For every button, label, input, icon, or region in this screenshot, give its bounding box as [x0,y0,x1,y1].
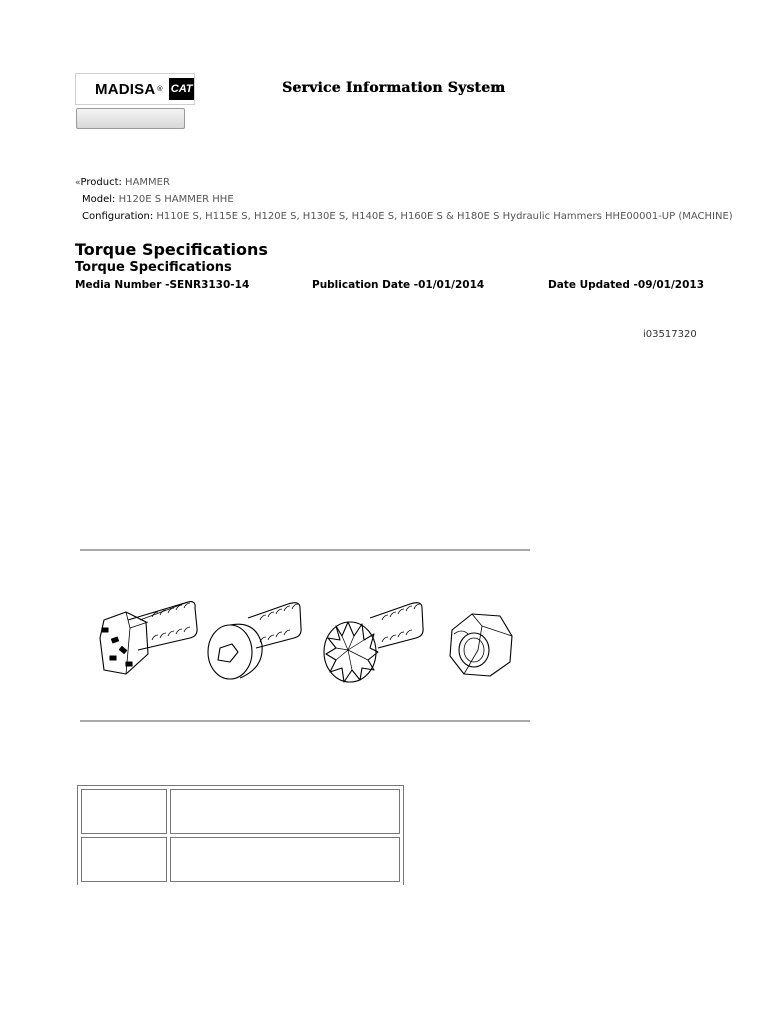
fastener-illustration [80,590,530,690]
configuration-line [82,211,733,222]
table-row [81,837,400,882]
date-updated: Date Updated -09/01/2013 [548,279,705,291]
system-title: Service Information System [282,80,506,96]
registered-mark: ® [156,85,164,93]
model-label: Model: [82,194,116,205]
socket-head-cap-screw-icon [208,603,301,679]
table-cell [170,789,400,834]
table-cell [81,789,167,834]
model-value: H120E S HAMMER HHE [118,194,234,205]
logo-button[interactable] [76,108,185,129]
table-row [81,789,400,834]
document-id: i03517320 [643,329,697,340]
configuration-label: Configuration: [82,211,154,222]
publication-date: Publication Date -01/01/2014 [312,279,485,291]
hex-nut-icon [450,614,512,676]
product-value: HAMMER [125,177,170,188]
configuration-value: H110E S, H115E S, H120E S, H130E S, H140E S, H160E S & H180E S Hydraulic Hammers HHE00001-UP (MACHINE) [156,211,733,222]
divider-top [80,549,530,551]
divider-bottom [80,720,530,722]
table-cell [81,837,167,882]
page-title: Torque Specifications [75,240,268,259]
dealer-logo [75,73,195,105]
table-cell [170,837,400,882]
media-number: Media Number -SENR3130-14 [75,279,250,291]
product-line [75,177,170,188]
spec-table [77,785,404,885]
back-arrow-icon[interactable]: « [75,178,81,188]
hex-head-bolt-icon [100,602,197,674]
cat-logo: CAT [169,78,194,100]
logo-text: MADISA [95,80,156,98]
twelve-point-flange-bolt-icon [324,603,423,682]
page-subtitle: Torque Specifications [75,260,232,275]
product-label: Product: [80,177,122,188]
model-line [82,194,234,205]
